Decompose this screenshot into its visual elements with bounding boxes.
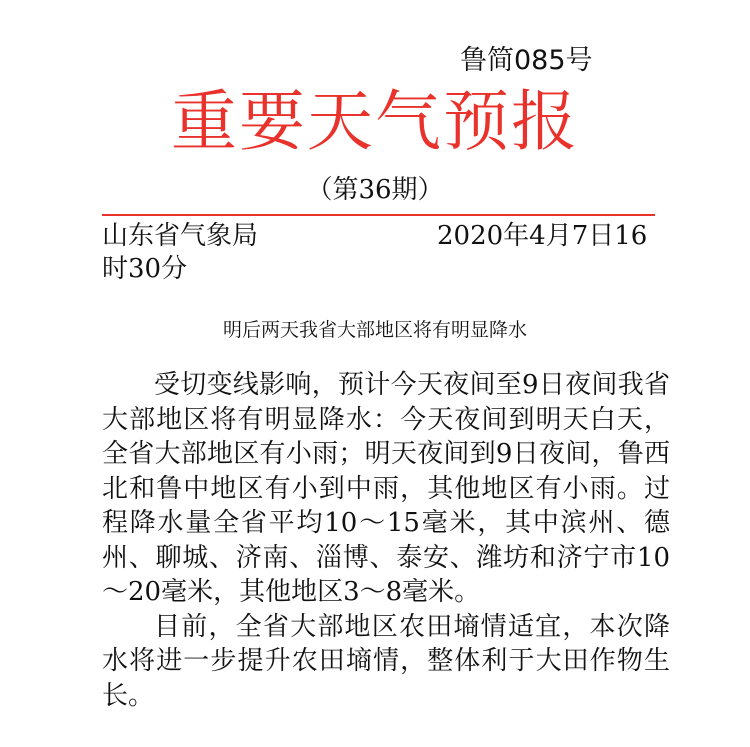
- issue-date: 2020年4月7日16: [437, 221, 648, 251]
- issue-time: 时30分: [102, 254, 188, 284]
- document-title: 重要天气预报: [171, 83, 579, 160]
- headline: 明后两天我省大部地区将有明显降水: [222, 319, 527, 341]
- body-text: [102, 368, 670, 713]
- issue-number: （第36期）: [306, 175, 444, 205]
- paragraph: 目前，全省大部地区农田墒情适宜，本次降水将进一步提升农田墒情，整体利于大田作物生长。: [102, 611, 670, 711]
- document-number: 鲁简085号: [460, 45, 593, 76]
- red-divider-line: [102, 214, 655, 216]
- issuer: 山东省气象局: [102, 221, 259, 251]
- paragraph: 受切变线影响，预计今天夜间至9日夜间我省大部地区将有明显降水：今天夜间到明天白天，全省大部地区有小雨；明天夜间到9日夜间，鲁西北和鲁中地区有小到中雨，其他地区有小雨。过程降水量全省平均10～15毫米，其中滨州、德州、聊城、济南、淄博、泰安、潍坊和济宁市10～20毫米，其他地区3～8毫米。: [102, 370, 670, 607]
- issuer-line: [102, 220, 662, 284]
